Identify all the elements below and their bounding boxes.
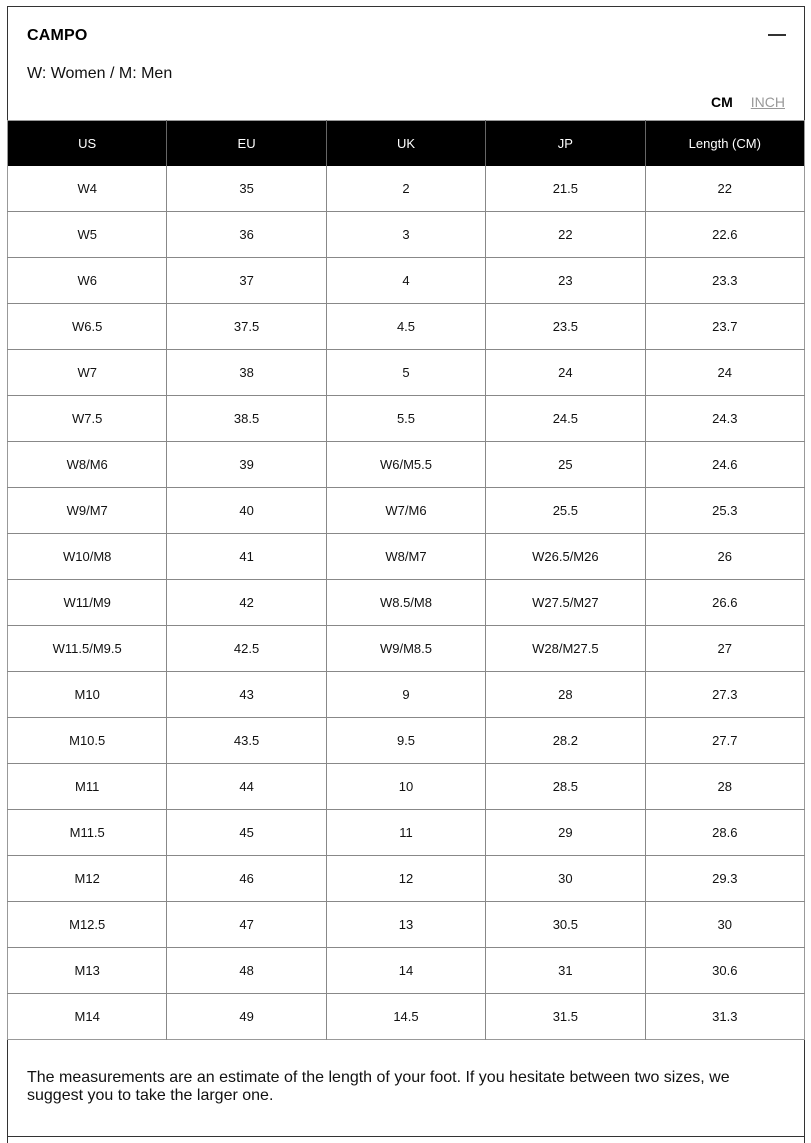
- cell-jp: 31: [486, 948, 645, 994]
- cell-eu: 48: [167, 948, 326, 994]
- cell-eu: 39: [167, 442, 326, 488]
- size-legend: W: Women / M: Men: [27, 65, 173, 82]
- cell-length: 22.6: [645, 212, 804, 258]
- cell-jp: 25.5: [486, 488, 645, 534]
- cell-us: M13: [8, 948, 167, 994]
- table-row: [8, 856, 805, 902]
- column-header-us: US: [8, 121, 167, 166]
- cell-eu: 47: [167, 902, 326, 948]
- unit-toggle: [711, 94, 785, 110]
- cell-jp: 30.5: [486, 902, 645, 948]
- cell-us: W11.5/M9.5: [8, 626, 167, 672]
- cell-us: M12.5: [8, 902, 167, 948]
- table-row: [8, 764, 805, 810]
- cell-length: 27: [645, 626, 804, 672]
- cell-jp: 23.5: [486, 304, 645, 350]
- column-header-jp: JP: [486, 121, 645, 166]
- cell-uk: 4.5: [326, 304, 485, 350]
- cell-jp: 28.2: [486, 718, 645, 764]
- cell-jp: 24: [486, 350, 645, 396]
- table-row: [8, 810, 805, 856]
- cell-length: 24.3: [645, 396, 804, 442]
- cell-uk: W8/M7: [326, 534, 485, 580]
- table-row: [8, 902, 805, 948]
- cell-length: 24.6: [645, 442, 804, 488]
- cell-eu: 37.5: [167, 304, 326, 350]
- cell-us: M10: [8, 672, 167, 718]
- table-row: [8, 672, 805, 718]
- cell-uk: 14: [326, 948, 485, 994]
- cell-length: 26.6: [645, 580, 804, 626]
- cell-us: W7.5: [8, 396, 167, 442]
- cell-us: W9/M7: [8, 488, 167, 534]
- cell-us: M11.5: [8, 810, 167, 856]
- cell-jp: 29: [486, 810, 645, 856]
- cell-eu: 43.5: [167, 718, 326, 764]
- cell-us: W10/M8: [8, 534, 167, 580]
- cell-eu: 43: [167, 672, 326, 718]
- cell-length: 23.7: [645, 304, 804, 350]
- table-row: [8, 580, 805, 626]
- cell-eu: 35: [167, 166, 326, 212]
- product-title: CAMPO: [27, 27, 88, 44]
- table-row: [8, 396, 805, 442]
- table-row: [8, 948, 805, 994]
- divider: [7, 1136, 805, 1137]
- cell-length: 26: [645, 534, 804, 580]
- cell-us: M11: [8, 764, 167, 810]
- cell-length: 30.6: [645, 948, 804, 994]
- cell-us: W7: [8, 350, 167, 396]
- cell-eu: 49: [167, 994, 326, 1040]
- size-table: [7, 120, 805, 1040]
- table-row: [8, 258, 805, 304]
- cell-eu: 40: [167, 488, 326, 534]
- cell-us: M12: [8, 856, 167, 902]
- cell-uk: 9: [326, 672, 485, 718]
- table-row: [8, 718, 805, 764]
- cell-uk: 3: [326, 212, 485, 258]
- cell-uk: 4: [326, 258, 485, 304]
- column-header-length: Length (CM): [645, 121, 804, 166]
- cell-uk: W9/M8.5: [326, 626, 485, 672]
- table-row: [8, 488, 805, 534]
- table-row: [8, 350, 805, 396]
- cell-us: M14: [8, 994, 167, 1040]
- cell-eu: 36: [167, 212, 326, 258]
- cell-us: W8/M6: [8, 442, 167, 488]
- cell-length: 28: [645, 764, 804, 810]
- cell-uk: 5.5: [326, 396, 485, 442]
- cell-jp: 28.5: [486, 764, 645, 810]
- cell-jp: 21.5: [486, 166, 645, 212]
- cell-eu: 42: [167, 580, 326, 626]
- table-row: [8, 994, 805, 1040]
- cell-eu: 41: [167, 534, 326, 580]
- cell-eu: 37: [167, 258, 326, 304]
- table-row: [8, 212, 805, 258]
- cell-uk: 10: [326, 764, 485, 810]
- cell-us: W4: [8, 166, 167, 212]
- cell-uk: 5: [326, 350, 485, 396]
- cell-uk: W7/M6: [326, 488, 485, 534]
- cell-length: 27.7: [645, 718, 804, 764]
- cell-eu: 42.5: [167, 626, 326, 672]
- cell-uk: 12: [326, 856, 485, 902]
- cell-length: 27.3: [645, 672, 804, 718]
- table-body: [8, 166, 805, 1040]
- cell-uk: 11: [326, 810, 485, 856]
- cell-eu: 44: [167, 764, 326, 810]
- cell-length: 31.3: [712, 1009, 738, 1024]
- cell-uk: W8.5/M8: [326, 580, 485, 626]
- cell-length: 22: [645, 166, 804, 212]
- cell-jp: 30: [486, 856, 645, 902]
- cell-us: M10.5: [8, 718, 167, 764]
- cell-eu: 38: [167, 350, 326, 396]
- minus-icon[interactable]: [768, 34, 786, 36]
- cell-length: 28.6: [645, 810, 804, 856]
- table-header-row: [8, 121, 805, 166]
- cell-jp: 23: [486, 258, 645, 304]
- cell-us: W6.5: [8, 304, 167, 350]
- cell-length: 24: [645, 350, 804, 396]
- cell-jp: 25: [486, 442, 645, 488]
- table-row: [8, 304, 805, 350]
- cell-length: 29.3: [645, 856, 804, 902]
- cell-eu: 38.5: [167, 396, 326, 442]
- cell-jp: 31.5: [486, 994, 645, 1040]
- cell-us: W11/M9: [8, 580, 167, 626]
- cell-length: 30: [645, 902, 804, 948]
- cell-uk: W6/M5.5: [326, 442, 485, 488]
- table-row: [8, 626, 805, 672]
- cell-jp: 28: [486, 672, 645, 718]
- cell-uk: 13: [326, 902, 485, 948]
- unit-inch-link[interactable]: INCH: [750, 94, 785, 110]
- column-header-uk: UK: [326, 121, 485, 166]
- cell-us: W5: [8, 212, 167, 258]
- unit-cm-button[interactable]: CM: [710, 94, 733, 110]
- cell-jp: 22: [486, 212, 645, 258]
- cell-jp: W27.5/M27: [486, 580, 645, 626]
- cell-jp: W28/M27.5: [486, 626, 645, 672]
- cell-us: W6: [8, 258, 167, 304]
- cell-length: 25.3: [645, 488, 804, 534]
- cell-uk: 14.5: [326, 994, 485, 1040]
- column-header-eu: EU: [167, 121, 326, 166]
- cell-jp: W26.5/M26: [486, 534, 645, 580]
- table-row: [8, 166, 805, 212]
- cell-eu: 46: [167, 856, 326, 902]
- cell-uk: 2: [326, 166, 485, 212]
- table-row: [8, 442, 805, 488]
- cell-eu: 45: [167, 810, 326, 856]
- cell-jp: 24.5: [486, 396, 645, 442]
- cell-length: 23.3: [645, 258, 804, 304]
- size-note: The measurements are an estimate of the length of your foot. If you hesitate between two sizes, we suggest you to take the larger one.: [27, 1069, 730, 1104]
- cell-uk: 9.5: [326, 718, 485, 764]
- table-row: [8, 534, 805, 580]
